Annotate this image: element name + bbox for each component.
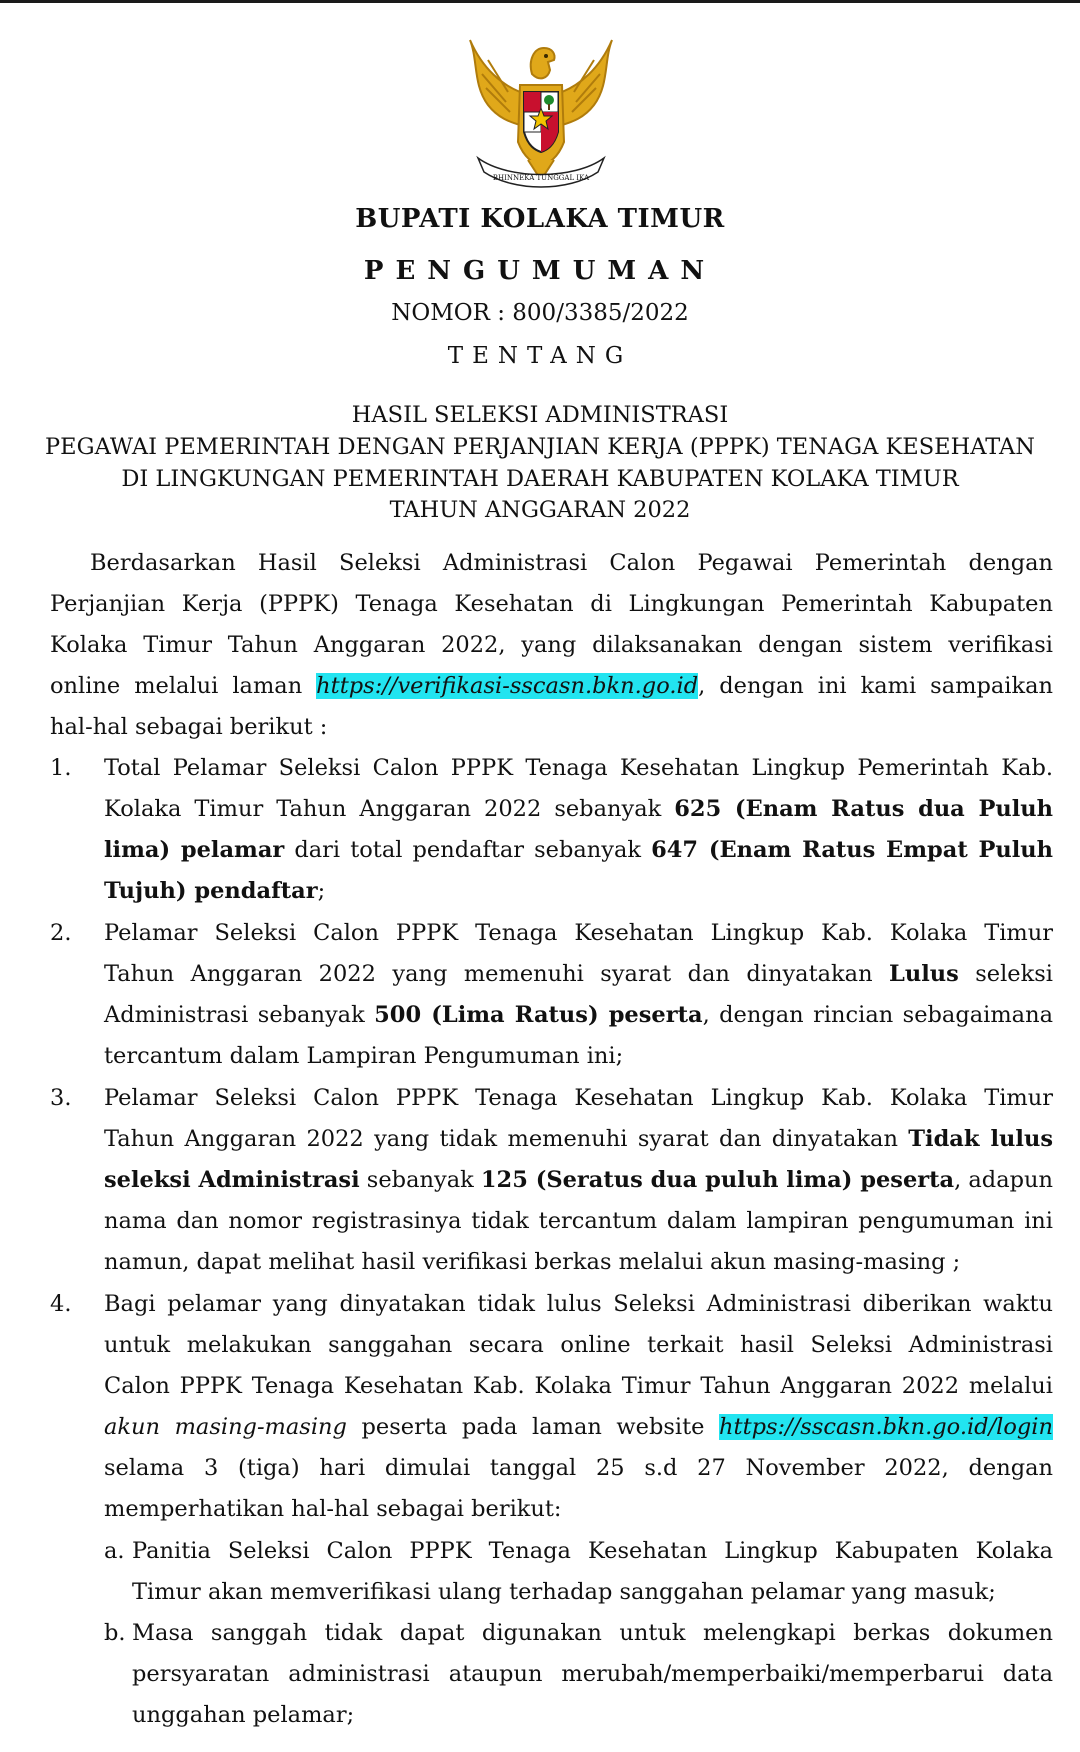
- intro-line-3: Kolaka Timur Tahun Anggaran 2022, yang dilaksanakan dengan sistem verifikasi: [50, 632, 1053, 658]
- sscasn-login-link[interactable]: https://sscasn.bkn.go.id/login: [719, 1414, 1053, 1440]
- item-number: 4.: [50, 1291, 72, 1317]
- item-number: 2.: [50, 920, 72, 946]
- top-border: [0, 0, 1080, 3]
- subject-line-2: PEGAWAI PEMERINTAH DENGAN PERJANJIAN KERJA (PPPK) TENAGA KESEHATAN: [45, 434, 1035, 460]
- subject-line-3: DI LINGKUNGAN PEMERINTAH DAERAH KABUPATEN KOLAKA TIMUR: [121, 466, 959, 492]
- garuda-emblem-icon: [448, 30, 634, 198]
- issuer-title: BUPATI KOLAKA TIMUR: [355, 204, 725, 234]
- sub-item-label: a.: [104, 1538, 125, 1564]
- emblem-motto: BHINNEKA TUNGGAL IKA: [492, 174, 590, 182]
- subject-line-1: HASIL SELEKSI ADMINISTRASI: [351, 402, 729, 428]
- sub-item-label: b.: [104, 1620, 126, 1646]
- intro-line-2: Perjanjian Kerja (PPPK) Tenaga Kesehatan di Lingkungan Pemerintah Kabupaten: [50, 591, 1053, 617]
- verification-link[interactable]: https://verifikasi-sscasn.bkn.go.id: [316, 673, 699, 699]
- document-number: NOMOR : 800/3385/2022: [391, 300, 689, 326]
- intro-line-1: Berdasarkan Hasil Seleksi Administrasi Calon Pegawai Pemerintah dengan: [90, 550, 1053, 576]
- intro-line-4: online melalui laman https://verifikasi-sscasn.bkn.go.id, dengan ini kami sampaikan: [50, 673, 1054, 699]
- about-label: TENTANG: [447, 343, 633, 369]
- item-number: 3.: [50, 1085, 72, 1111]
- document-type: PENGUMUMAN: [363, 256, 717, 286]
- item-number: 1.: [50, 755, 72, 781]
- subject-line-4: TAHUN ANGGARAN 2022: [389, 497, 691, 523]
- intro-line-5: hal-hal sebagai berikut :: [50, 714, 328, 740]
